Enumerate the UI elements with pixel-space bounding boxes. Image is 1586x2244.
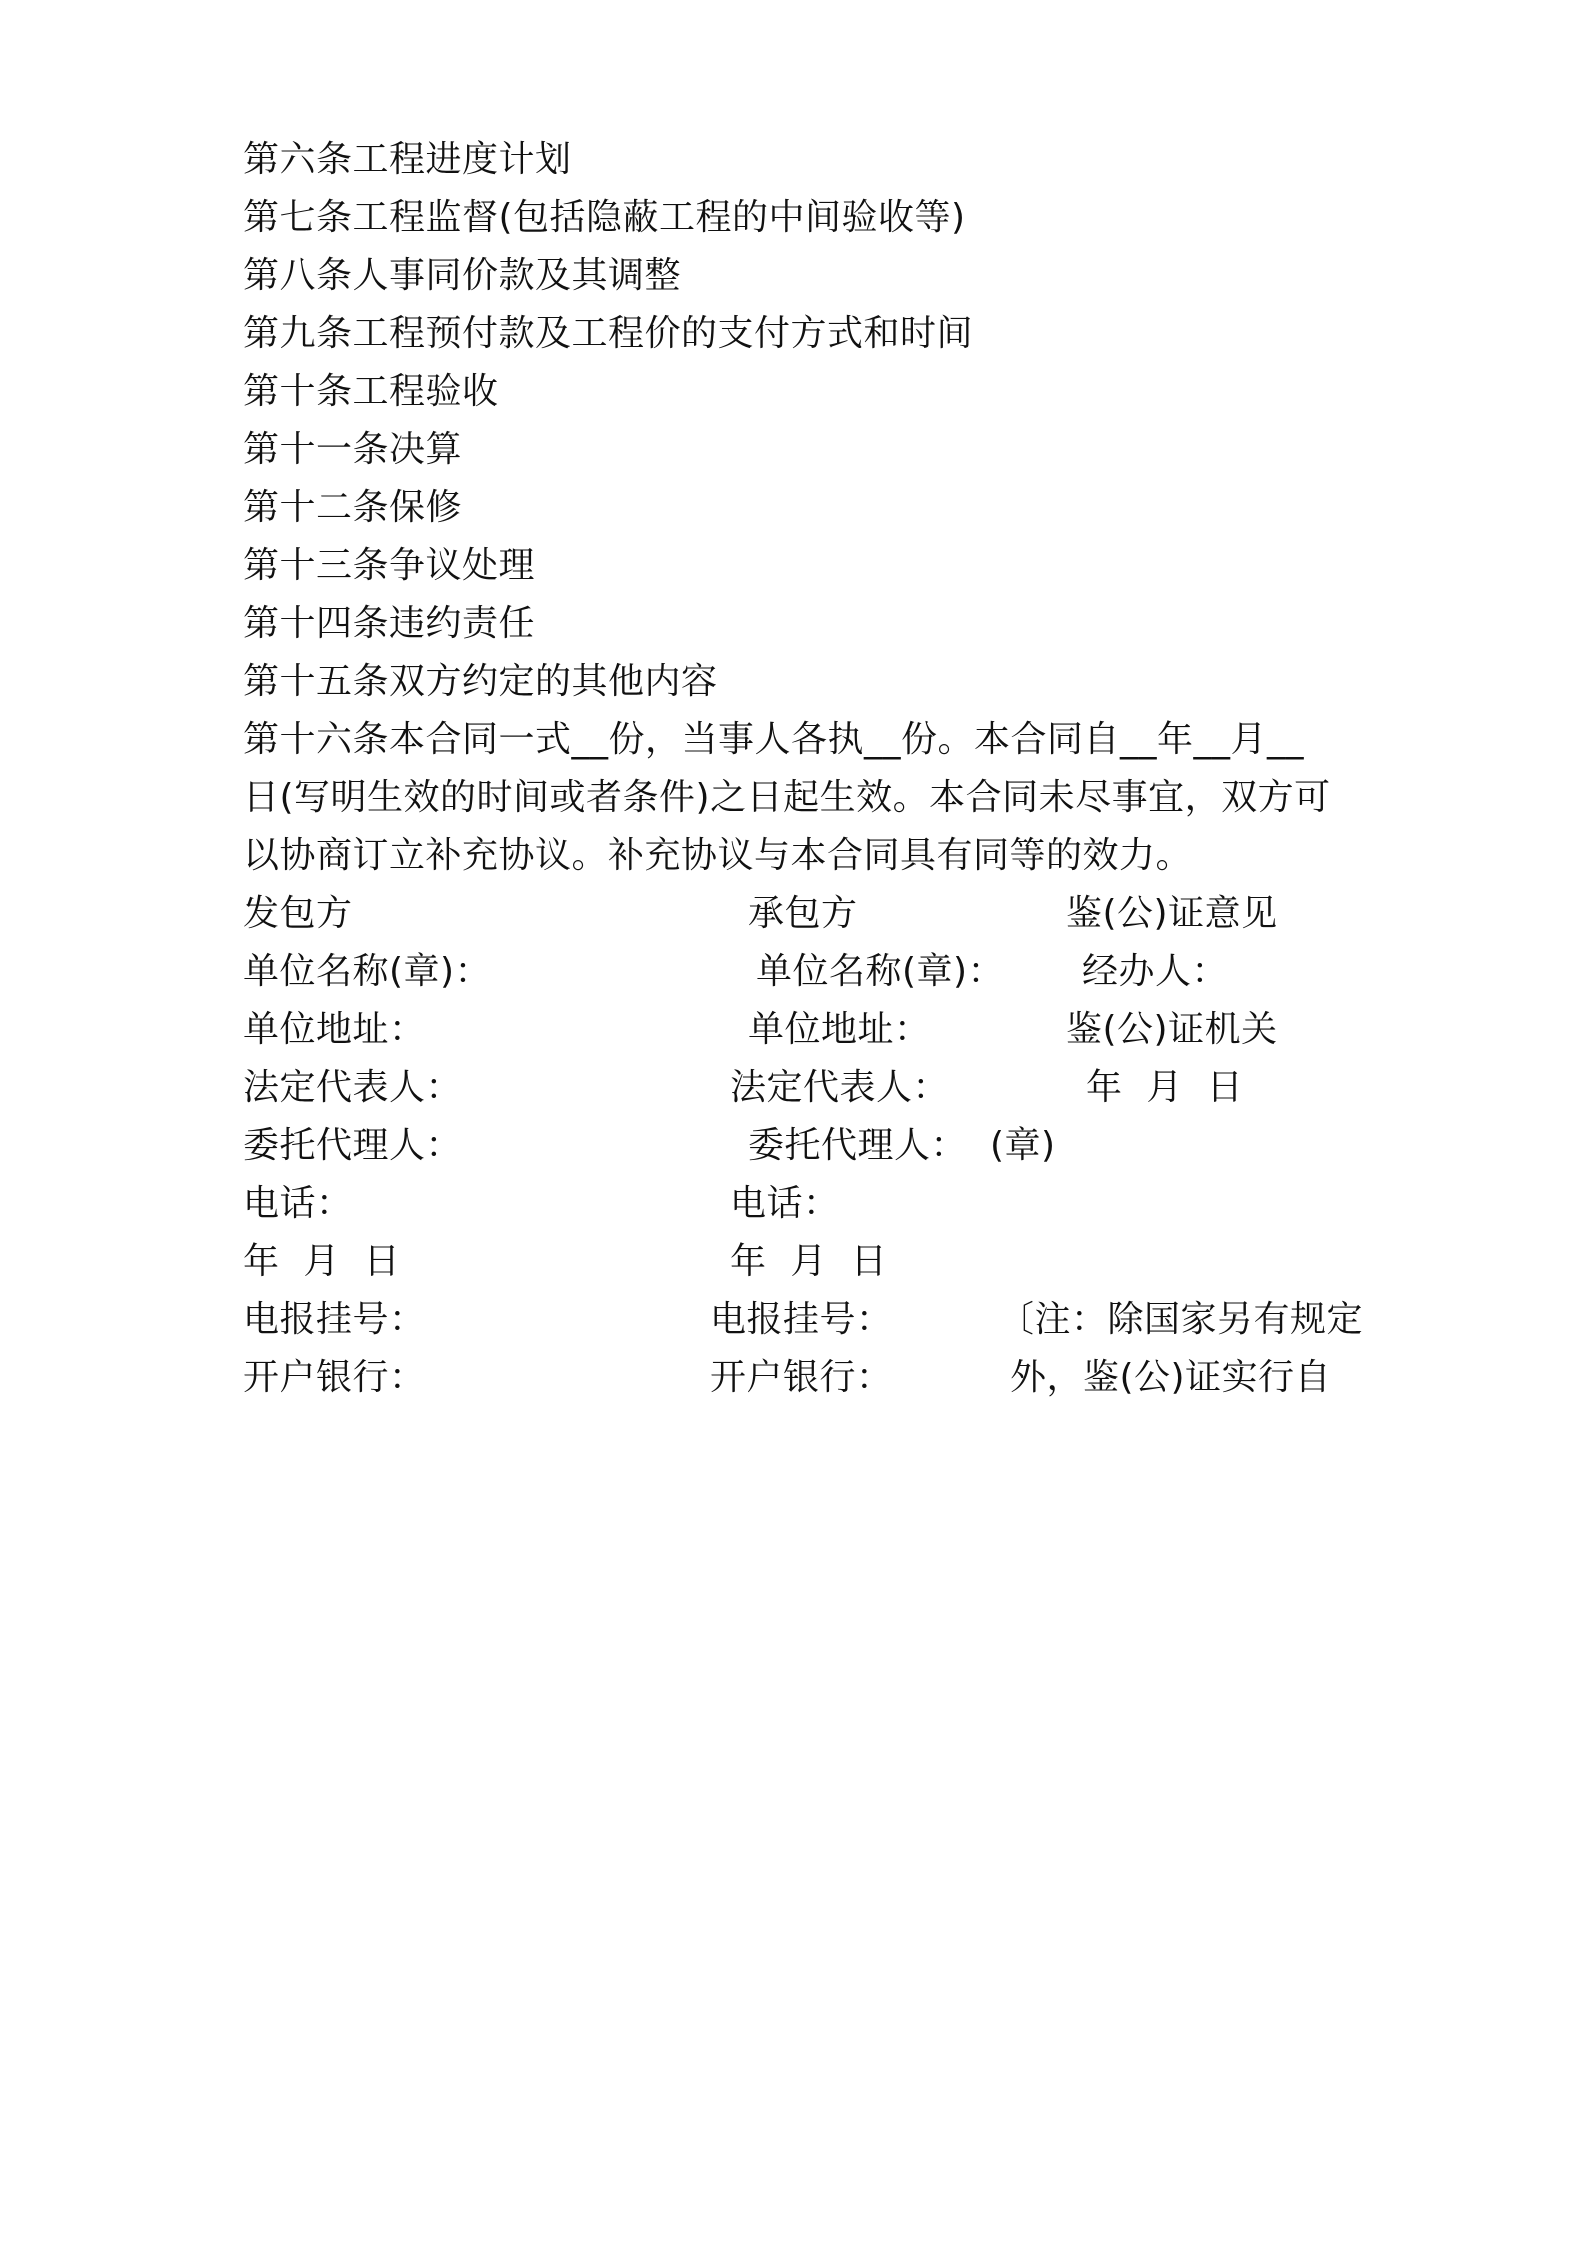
party-b-date: 年 月 日 (730, 1241, 888, 1282)
article-7: 第七条工程监督(包括隐蔽工程的中间验收等) (243, 197, 966, 238)
article-16-line-2: 日(写明生效的时间或者条件)之日起生效。本合同未尽事宜，双方可 (243, 777, 1331, 818)
notary-handler: 经办人： (1082, 951, 1229, 992)
party-b-bank: 开户银行： (710, 1357, 893, 1398)
article-13: 第十三条争议处理 (243, 545, 536, 586)
notary-date: 年 月 日 (1086, 1067, 1244, 1108)
notary-authority: 鉴(公)证机关 (1066, 1009, 1278, 1050)
party-a-agent: 委托代理人： (243, 1125, 463, 1166)
notary-note-line-1: 〔注：除国家另有规定 (998, 1299, 1364, 1340)
party-a-bank: 开户银行： (243, 1357, 426, 1398)
article-16-line-3: 以协商订立补充协议。补充协议与本合同具有同等的效力。 (243, 835, 1193, 876)
article-12: 第十二条保修 (243, 487, 463, 528)
party-b-telegraph: 电报挂号： (710, 1299, 893, 1340)
party-a-address: 单位地址： (243, 1009, 426, 1050)
article-9: 第九条工程预付款及工程价的支付方式和时间 (243, 313, 974, 354)
party-a-telegraph: 电报挂号： (243, 1299, 426, 1340)
party-b-agent: 委托代理人： (748, 1125, 968, 1166)
article-8: 第八条人事同价款及其调整 (243, 255, 682, 296)
notary-note-line-2: 外，鉴(公)证实行自 (1010, 1357, 1332, 1398)
party-a-phone: 电话： (243, 1183, 353, 1224)
notary-header: 鉴(公)证意见 (1066, 893, 1278, 934)
article-16-line-1: 第十六条本合同一式__份，当事人各执__份。本合同自__年__月__ (243, 719, 1305, 760)
article-15: 第十五条双方约定的其他内容 (243, 661, 718, 702)
party-b-address: 单位地址： (748, 1009, 931, 1050)
article-10: 第十条工程验收 (243, 371, 499, 412)
party-b-legal-rep: 法定代表人： (730, 1067, 950, 1108)
party-a-date: 年 月 日 (243, 1241, 401, 1282)
party-b-phone: 电话： (730, 1183, 840, 1224)
party-b-unit-name: 单位名称(章)： (756, 951, 1005, 992)
notary-seal: (章) (990, 1125, 1056, 1166)
article-14: 第十四条违约责任 (243, 603, 536, 644)
party-a-legal-rep: 法定代表人： (243, 1067, 463, 1108)
article-6: 第六条工程进度计划 (243, 139, 572, 180)
article-11: 第十一条决算 (243, 429, 463, 470)
party-b-header: 承包方 (748, 893, 858, 934)
party-a-header: 发包方 (243, 893, 353, 934)
party-a-unit-name: 单位名称(章)： (243, 951, 492, 992)
